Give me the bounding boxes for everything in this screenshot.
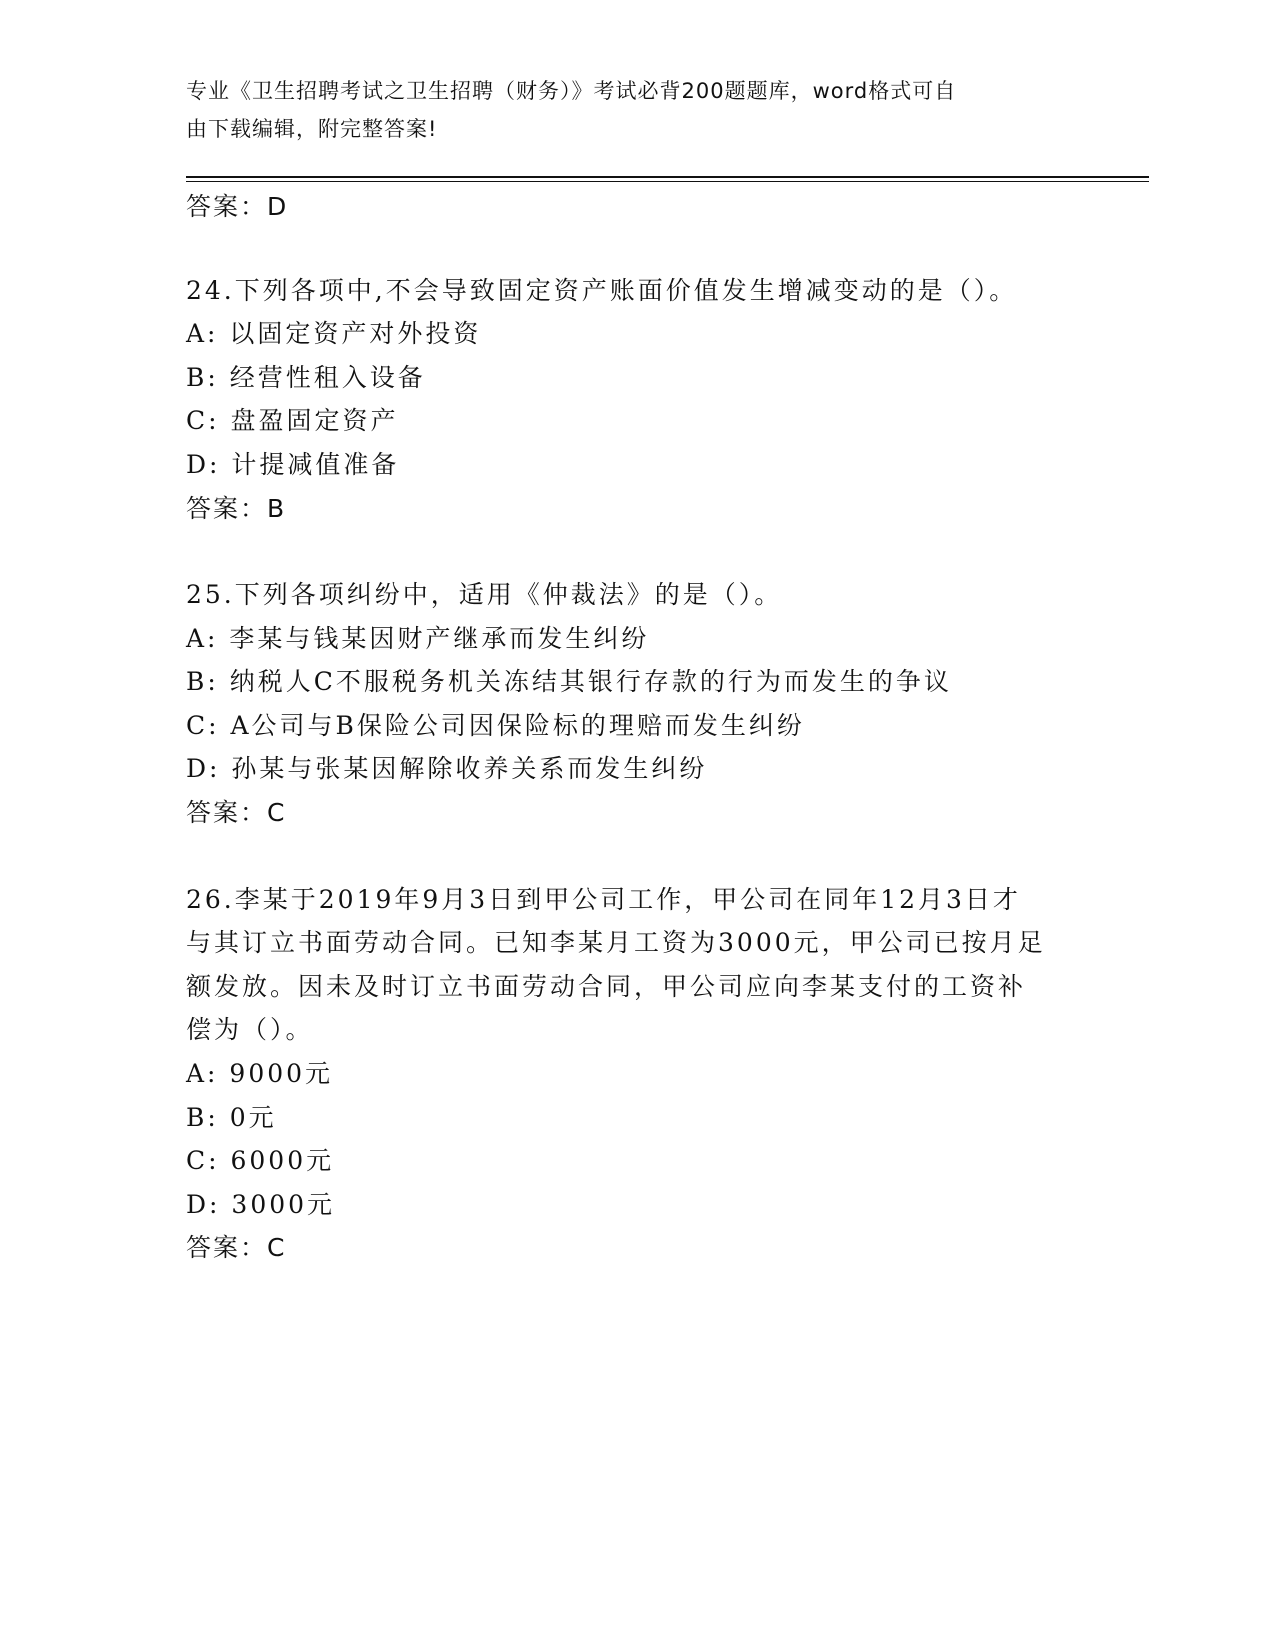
question-24-option-b: B: 经营性租入设备 bbox=[186, 363, 426, 392]
answer-24: 答案：B bbox=[186, 494, 287, 523]
question-25-stem: 25.下列各项纠纷中，适用《仲裁法》的是（）。 bbox=[186, 580, 783, 609]
question-26-option-b: B: 0元 bbox=[186, 1103, 277, 1132]
question-26-stem-line-1: 26.李某于2019年9月3日到甲公司工作，甲公司在同年12月3日才 bbox=[186, 885, 1021, 914]
header-line-1: 专业《卫生招聘考试之卫生招聘（财务）》考试必背200题题库，word格式可自 bbox=[186, 79, 957, 103]
question-24-option-a: A: 以固定资产对外投资 bbox=[186, 319, 482, 348]
question-24-option-c: C: 盘盈固定资产 bbox=[186, 406, 399, 435]
question-25-option-a: A: 李某与钱某因财产继承而发生纠纷 bbox=[186, 624, 650, 653]
answer-26: 答案：C bbox=[186, 1233, 287, 1262]
question-26-option-d: D: 3000元 bbox=[186, 1190, 336, 1219]
question-26-stem-line-3: 额发放。因未及时订立书面劳动合同，甲公司应向李某支付的工资补 bbox=[186, 972, 1027, 1001]
question-24-stem: 24.下列各项中,不会导致固定资产账面价值发生增减变动的是（）。 bbox=[186, 276, 1018, 305]
question-25-option-b: B: 纳税人C不服税务机关冻结其银行存款的行为而发生的争议 bbox=[186, 667, 952, 696]
header-divider-thin bbox=[186, 181, 1149, 182]
answer-25: 答案：C bbox=[186, 798, 287, 827]
answer-23: 答案：D bbox=[186, 192, 289, 221]
question-26-option-a: A: 9000元 bbox=[186, 1059, 334, 1088]
question-24-option-d: D: 计提减值准备 bbox=[186, 450, 400, 479]
question-26-option-c: C: 6000元 bbox=[186, 1146, 335, 1175]
question-26-stem-line-2: 与其订立书面劳动合同。已知李某月工资为3000元，甲公司已按月足 bbox=[186, 928, 1046, 957]
header-divider-thick bbox=[186, 176, 1149, 178]
question-25-option-d: D: 孙某与张某因解除收养关系而发生纠纷 bbox=[186, 754, 708, 783]
question-25-option-c: C: A公司与B保险公司因保险标的理赔而发生纠纷 bbox=[186, 711, 805, 740]
document-header bbox=[186, 72, 1066, 148]
header-line-2: 由下载编辑，附完整答案! bbox=[186, 117, 438, 141]
question-26-stem-line-4: 偿为（）。 bbox=[186, 1015, 314, 1044]
